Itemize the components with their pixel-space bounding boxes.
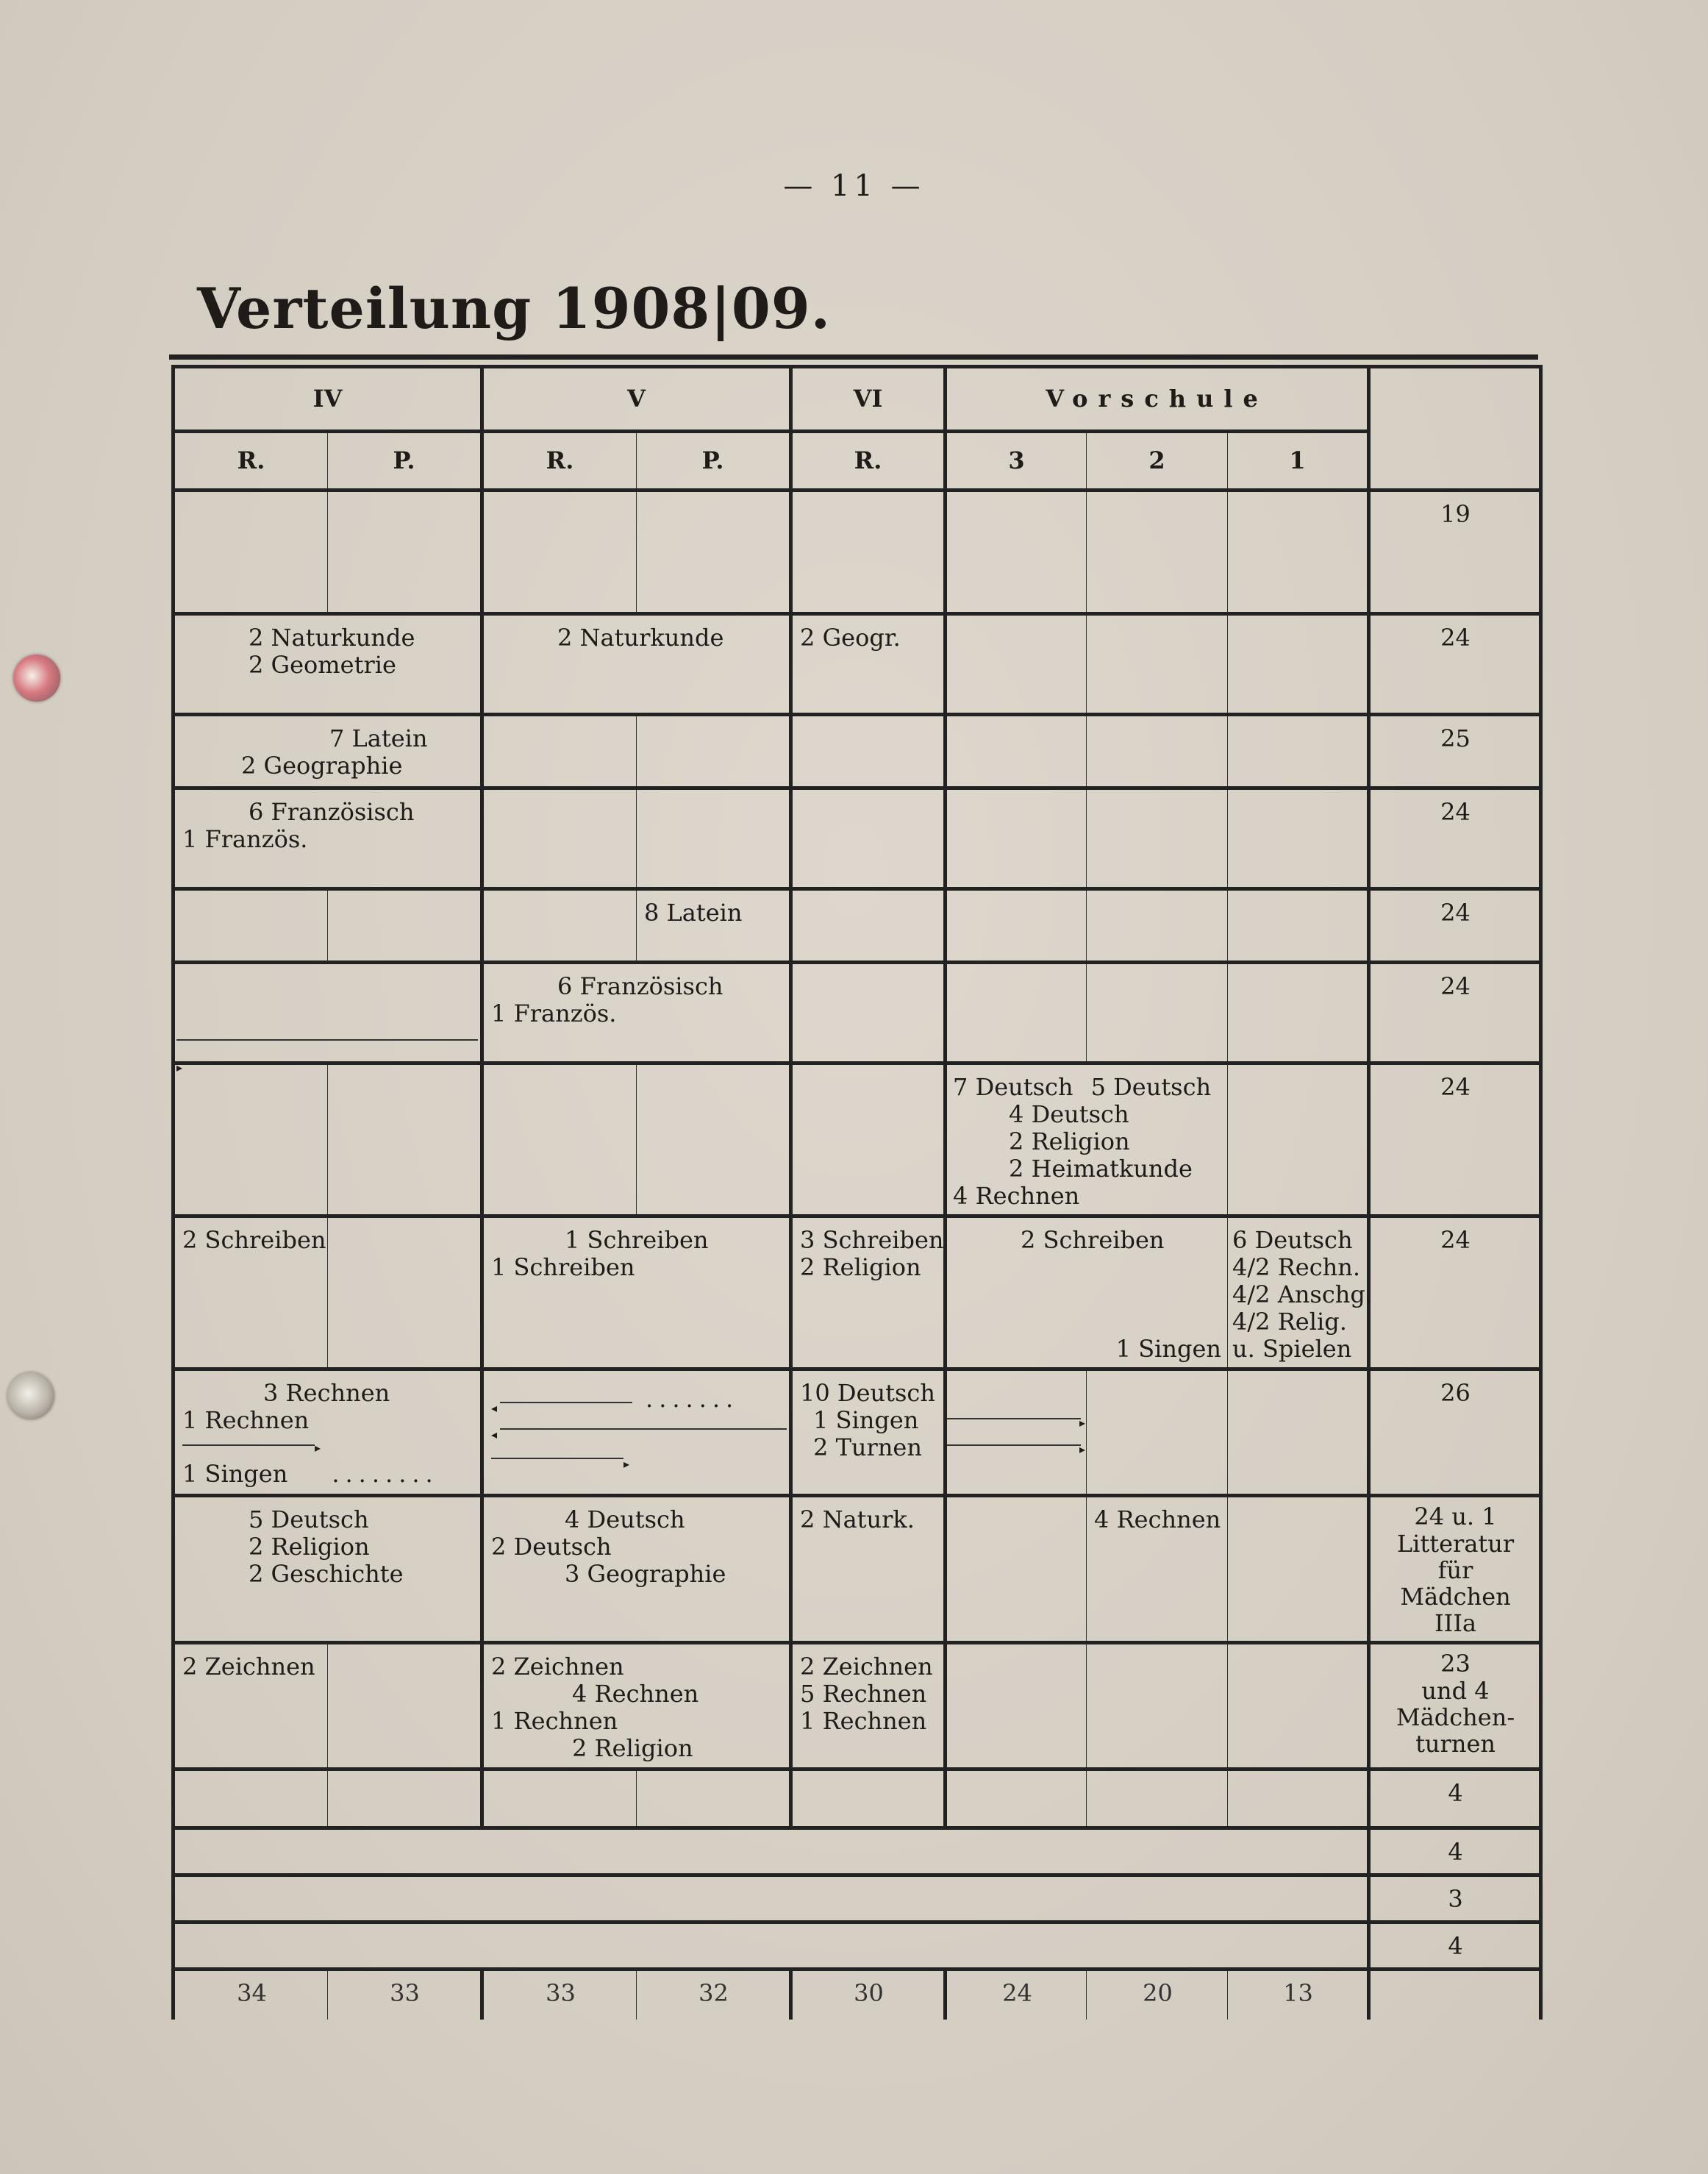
row-total: 24 [1369, 1216, 1541, 1369]
cell-text: 10 Deutsch [800, 1379, 935, 1407]
row-total: 3 [1369, 1875, 1541, 1922]
header-sub-vor-2: 2 [1087, 432, 1228, 491]
cell-text: 2 Geogr. [800, 624, 901, 652]
cell-text: 3 Rechnen [263, 1379, 390, 1407]
row-total: 4 [1369, 1922, 1541, 1970]
cell-text: 1 Singen [813, 1406, 919, 1434]
row-total: 24 [1369, 1063, 1541, 1216]
cell-text: 2 Naturkunde [557, 624, 724, 652]
cell-text: 1 Schreiben [565, 1226, 709, 1254]
cell-text: 1 Schreiben [491, 1253, 635, 1281]
count-vor-3: 24 [946, 1970, 1087, 2020]
header-sub-iv-r: R. [174, 432, 328, 491]
page-title: Verteilung 1908|09. [197, 276, 832, 341]
cell-text: 4/2 Anschg. [1232, 1280, 1373, 1308]
punch-hole-icon [7, 1372, 54, 1419]
cell-text: 2 Religion [249, 1533, 370, 1561]
arrow-head-icon: ▸ [315, 1441, 321, 1455]
count-vor-1: 13 [1228, 1970, 1369, 2020]
header-sub-iv-p: P. [328, 432, 482, 491]
row-total: 24 [1369, 788, 1541, 889]
arrow-line [947, 1418, 1081, 1419]
cell-text: 3 Geographie [565, 1560, 726, 1588]
cell-text: 4 Rechnen [1094, 1505, 1221, 1533]
table-row [174, 715, 1541, 788]
distribution-table [171, 365, 1543, 2020]
header-sub-vi-r: R. [791, 432, 946, 491]
cell-text: 2 Religion [800, 1253, 921, 1281]
table-row [174, 1496, 1541, 1643]
arrow-line [176, 1039, 478, 1041]
header-group-iv: IV [174, 367, 482, 432]
row-total: 23 und 4 Mädchen- turnen [1369, 1643, 1541, 1770]
table-row [174, 1828, 1541, 1875]
header-group-vi: VI [791, 367, 946, 432]
cell-text: 4/2 Relig. [1232, 1308, 1347, 1336]
arrow-line [491, 1458, 623, 1459]
row-total: 19 [1369, 491, 1541, 614]
row-total: 24 [1369, 614, 1541, 715]
cell-text: 6 Französisch [249, 798, 415, 826]
arrow-head-icon: ◂ [491, 1400, 498, 1415]
cell-text: 4 Deutsch [1009, 1100, 1129, 1128]
page-number: — 11 — [783, 169, 925, 203]
row-total: 24 [1369, 889, 1541, 963]
cell-text: 1 Singen ........ [182, 1460, 439, 1488]
cell-text: 2 Zeichnen [491, 1653, 624, 1681]
cell-text: 1 Französ. [491, 999, 617, 1027]
cell-text: u. Spielen [1232, 1335, 1352, 1363]
cell-text: 2 Turnen [813, 1433, 922, 1461]
count-iv-r: 34 [174, 1970, 328, 2020]
cell-text: 1 Singen [1115, 1335, 1222, 1363]
cell-text: 2 Naturkunde [249, 624, 415, 652]
cell-text: 2 Zeichnen [800, 1653, 933, 1681]
cell-text: 2 Religion [572, 1734, 693, 1762]
cell-text: 3 Schreiben [800, 1226, 944, 1254]
header-sub-vor-3: 3 [946, 432, 1087, 491]
table-row [174, 614, 1541, 715]
arrow-head-icon: ▸ [1079, 1442, 1086, 1456]
arrow-head-icon: ▸ [623, 1456, 630, 1471]
cell-text: 2 Schreiben [1021, 1226, 1165, 1254]
cell-text: 2 Geschichte [249, 1560, 404, 1588]
cell-text: 4 Deutsch [565, 1505, 685, 1533]
cell-text: 2 Naturk. [800, 1505, 915, 1533]
header-sub-vor-1: 1 [1228, 432, 1369, 491]
header-total [1369, 367, 1541, 491]
table-row: 3 Rechnen 1 Rechnen ▸ 1 Singen ........ ◂ ....... ◂ ▸ 10 Deutsch 1 Singen 2 Turnen ▸ ▸ 26 [174, 1369, 1541, 1496]
top-rule [169, 354, 1538, 360]
cell-text: 2 Heimatkunde [1009, 1155, 1193, 1183]
cell-text: 6 Französisch [557, 972, 723, 1000]
cell-text: 1 Rechnen [800, 1707, 927, 1735]
table-row [174, 1643, 1541, 1770]
table-row [174, 1875, 1541, 1922]
cell-text: 5 Rechnen [800, 1680, 927, 1708]
header-sub-v-r: R. [482, 432, 637, 491]
arrow-head-icon: ▸ [176, 1061, 183, 1074]
row-total: 24 u. 1 Litteratur für Mädchen IIIa [1369, 1496, 1541, 1643]
cell-text: 4/2 Rechn. [1232, 1253, 1361, 1281]
arrow-head-icon: ◂ [491, 1427, 498, 1441]
count-vi-r: 30 [791, 1970, 946, 2020]
row-total: 4 [1369, 1828, 1541, 1875]
header-group-vorschule: Vorschule [946, 367, 1369, 432]
table-row [174, 491, 1541, 614]
table-row [174, 1063, 1541, 1216]
count-v-p: 32 [637, 1970, 791, 2020]
cell-text: 7 Deutsch 5 Deutsch [953, 1073, 1212, 1101]
arrow-line [500, 1402, 632, 1403]
cell-text: 2 Zeichnen [182, 1653, 315, 1681]
header-sub-v-p: P. [637, 432, 791, 491]
table-row [174, 788, 1541, 889]
count-v-r: 33 [482, 1970, 637, 2020]
table-row [174, 1216, 1541, 1369]
row-total: 26 [1369, 1369, 1541, 1496]
cell-text: 6 Deutsch [1232, 1226, 1353, 1254]
cell-text: 8 Latein [644, 899, 743, 927]
cell-text: 2 Geometrie [249, 651, 396, 679]
cell-text: 2 Religion [1009, 1127, 1130, 1155]
table-row [174, 963, 1541, 1063]
cell-text: 1 Rechnen [182, 1406, 310, 1434]
cell-text: 1 Rechnen [491, 1707, 618, 1735]
cell-text: 7 Latein [329, 724, 428, 752]
arrow-line [500, 1428, 787, 1430]
counts-row [174, 1970, 1541, 2020]
header-group-v: V [482, 367, 791, 432]
count-vor-2: 20 [1087, 1970, 1228, 2020]
table-row [174, 889, 1541, 963]
punch-hole-icon [13, 655, 60, 702]
arrow-line [182, 1444, 315, 1446]
table-row [174, 1922, 1541, 1970]
cell-text: 2 Schreiben [182, 1226, 326, 1254]
row-total: 4 [1369, 1770, 1541, 1828]
count-iv-p: 33 [328, 1970, 482, 2020]
arrow-line [947, 1444, 1081, 1446]
row-total: 24 [1369, 963, 1541, 1063]
arrow-head-icon: ▸ [1079, 1416, 1086, 1430]
cell-text: 1 Französ. [182, 825, 308, 853]
table-row [174, 1770, 1541, 1828]
cell-text: 4 Rechnen [572, 1680, 699, 1708]
cell-text: 5 Deutsch [249, 1505, 369, 1533]
row-total: 25 [1369, 715, 1541, 788]
cell-text: 4 Rechnen [953, 1182, 1080, 1210]
cell-text: 2 Deutsch [491, 1533, 612, 1561]
cell-text: 2 Geographie [241, 752, 403, 780]
